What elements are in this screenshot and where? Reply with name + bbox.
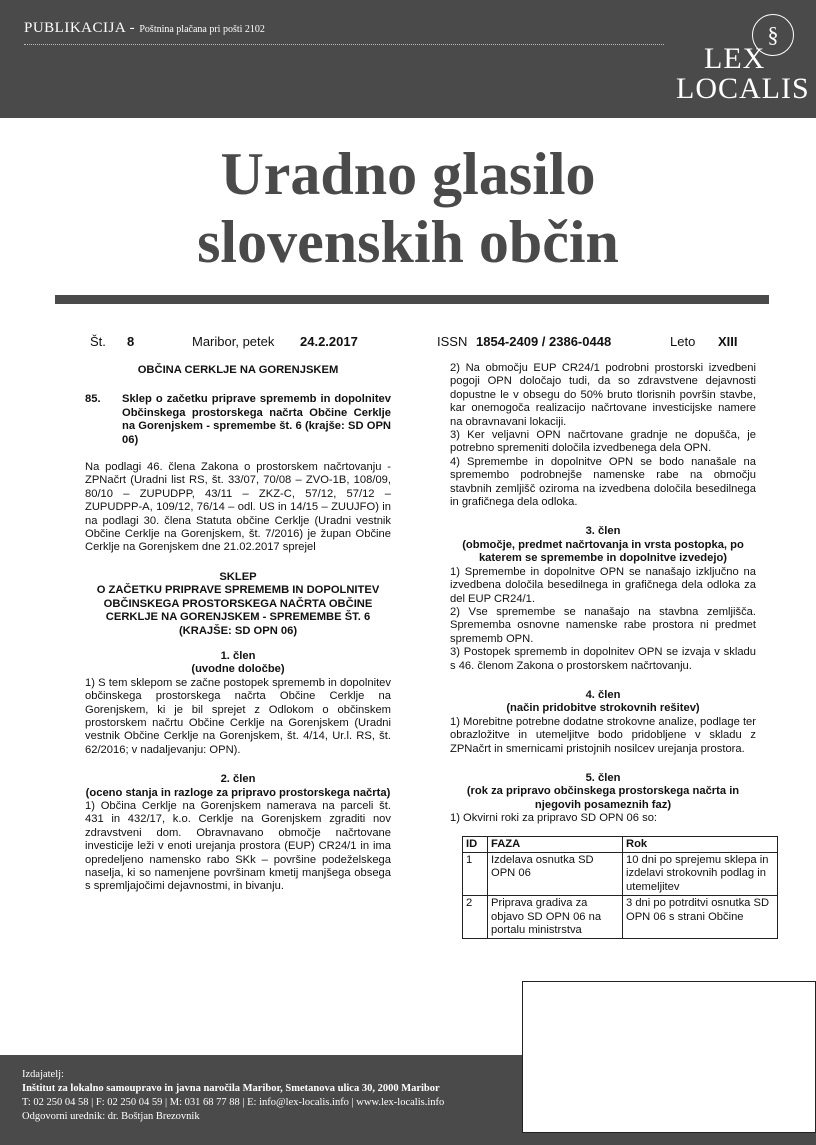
deadlines-table [462,836,778,940]
article-2-text: 1) Občina Cerklje na Gorenjskem namerava na parceli št. 431 in 432/17, k.o. Cerklje na Gorenjskem zgraditi nov zdravstveni dom. Obravnavano območje načrtovane investicije leži v enoti urejanja prostora (EUP) CR24/1 in ima opredeljeno namensko rabo SKk – površine podeželskega naselja, ki so namenjene površinam kmetij manjšega obsega s spremljajočimi dejavnostmi, in bivanju. [85,799,391,893]
header-divider [24,44,664,45]
article-1-heading: 1. člen [220,649,256,662]
article-5-subtitle: (rok za pripravo občinskega prostorskega načrta in njegovih posameznih faz) [466,785,740,811]
postage-note: Poštnina plačana pri pošti 2102 [139,24,265,35]
table-header-cell: FAZA [488,836,623,852]
article-4-subtitle: (način pridobitve strokovnih rešitev) [506,702,700,715]
article-5-text: 1) Okvirni roki za pripravo SD OPN 06 so: [450,812,658,825]
municipality-heading: OBČINA CERKLJE NA GORENJSKEM [137,364,339,376]
table-cell: 1 [463,853,488,896]
publication-label: PUBLIKACIJA - Poštnina plačana pri pošti 2102 [24,20,265,36]
article-5-heading: 5. člen [585,771,621,784]
table-header-cell: ID [463,836,488,852]
lex-localis-logo: § LEX LOCALIS [672,14,812,104]
table-cell: 10 dni po sprejemu sklepa in izdelavi strokovnih podlag in utemeljitev [623,853,778,896]
article-3-subtitle: (območje, predmet načrtovanja in vrsta postopka, po katerem se spremembe in dopolnitve izvedejo) [462,538,744,565]
article-3-para-3: 3) Postopek sprememb in dopolnitev OPN se izvaja v skladu s 46. členom Zakona o prostorskem načrtovanju. [450,646,756,672]
journal-title: Uradno glasilo slovenskih občin [197,141,619,275]
table-cell: Izdelava osnutka SD OPN 06 [488,853,623,896]
article-1-subtitle: (uvodne določbe) [191,663,285,676]
article-2-heading: 2. člen [220,773,256,786]
footer-contacts: T: 02 250 04 58 | F: 02 250 04 59 | M: 031 68 77 88 | E: info@lex-localis.info | www.lex-localis.info [22,1097,445,1108]
article-3-para-1: 1) Spremembe in dopolnitve OPN se nanašajo izključno na izvedbena določila besedilnega in grafičnega dela odloka za del EUP CR24/1. [450,565,756,605]
article-3-para-2: 2) Vse spremembe se nanašajo na stavbna zemljišča. Sprememba osnovne namenske rabe prostora ni predmet sprememb OPN. [450,605,756,645]
right-column [450,362,770,939]
sklep-title: SKLEP O ZAČETKU PRIPRAVE SPREMEMB IN DOPOLNITEV OBČINSKEGA PROSTORSKEGA NAČRTA OBČINE CERKLJE NA GORENJSKEM - SPREMEMBE ŠT. 6 (KRAJŠE: SD OPN 06) [96,570,380,637]
title-rule [55,295,769,304]
act-heading: 85. Sklep o začetku priprave sprememb in dopolnitev Občinskega prostorskega načrta Občine Cerklje na Gorenjskem - spremembe št. 6 (krajše: SD OPN 06) [85,393,391,446]
blank-box [522,981,816,1133]
table-row [463,853,778,896]
article-1-text: 1) S tem sklepom se začne postopek sprememb in dopolnitev občinskega prostorskega načrta Občine Cerklje na Gorenjskem, ki je bil sprejet z Odlokom o občinskem prostorskem načrtu Občine Cerklje na Gorenjskem (Uradni vestnik Občine Cerklje na Gorenjskem, št. 4/14, Ur.l. RS, št. 62/2016; v nadaljevanju: OPN). [85,676,391,756]
table-cell: 2 [463,896,488,939]
article-4-text: 1) Morebitne potrebne dodatne strokovne analize, podlage ter obrazložitve in utemeljitve bodo pridobljene v skladu z ZPNačrt in smernicami pristojnih nosilcev urejanja prostora. [450,715,756,755]
table-header-cell: Rok [623,836,778,852]
table-row [463,896,778,939]
article-3-heading: 3. člen [585,525,621,538]
table-cell: Priprava gradiva za objavo SD OPN 06 na portalu ministrstva [488,896,623,939]
article-2-subtitle: (oceno stanja in razloge za pripravo prostorskega načrta) [85,786,391,799]
article-4-heading: 4. člen [585,688,621,701]
footer-label: Izdajatelj: [22,1069,64,1080]
table-header-row [463,836,778,852]
table-cell: 3 dni po potrditvi osnutka SD OPN 06 s strani Občine [623,896,778,939]
paragraph-seal-icon: § [752,14,794,56]
left-column [85,364,391,900]
footer-editor: Odgovorni urednik: dr. Boštjan Brezovnik [22,1111,200,1122]
preamble: Na podlagi 46. člena Zakona o prostorskem načrtovanju - ZPNačrt (Uradni list RS, št. 33/07, 70/08 – ZVO-1B, 108/09, 80/10 – ZUPUDPP, 43/11 – ZKZ-C, 57/12, 57/12 – ZUPUDPP-A, 109/12, 76/14 – odl. US in 14/15 – ZUUJFO) in na podlagi 30. člena Statuta občine Cerklje (Uradni vestnik Občine Cerklje na Gorenjskem, št. 7/2016) je župan Občine Cerklje na Gorenjskem dne 21.02.2017 sprejel [85,461,391,554]
article-2-para-4: 4) Spremembe in dopolnitve OPN se bodo nanašale na spremembo podrobnejše namenske rabe na območju stavbnih zemljišč oziroma na izvedbena določila besedilnega in grafičnega dela odloka. [450,455,756,509]
article-2-para-2: 2) Na območju EUP CR24/1 podrobni prostorski izvedbeni pogoji OPN določajo tudi, da so zdravstvene dejavnosti dopustne le v obsegu do 50% bruto tlorisnih površin stavbe, kar onemogoča realizacijo načrtovane investicijske namere na obravnavani lokaciji. [450,362,756,428]
article-2-para-3: 3) Ker veljavni OPN načrtovane gradnje ne dopušča, je potrebno spremeniti določila izvedbenega dela OPN. [450,429,756,455]
footer-publisher: Inštitut za lokalno samoupravo in javna naročila Maribor, Smetanova ulica 30, 2000 Maribor [22,1083,440,1094]
